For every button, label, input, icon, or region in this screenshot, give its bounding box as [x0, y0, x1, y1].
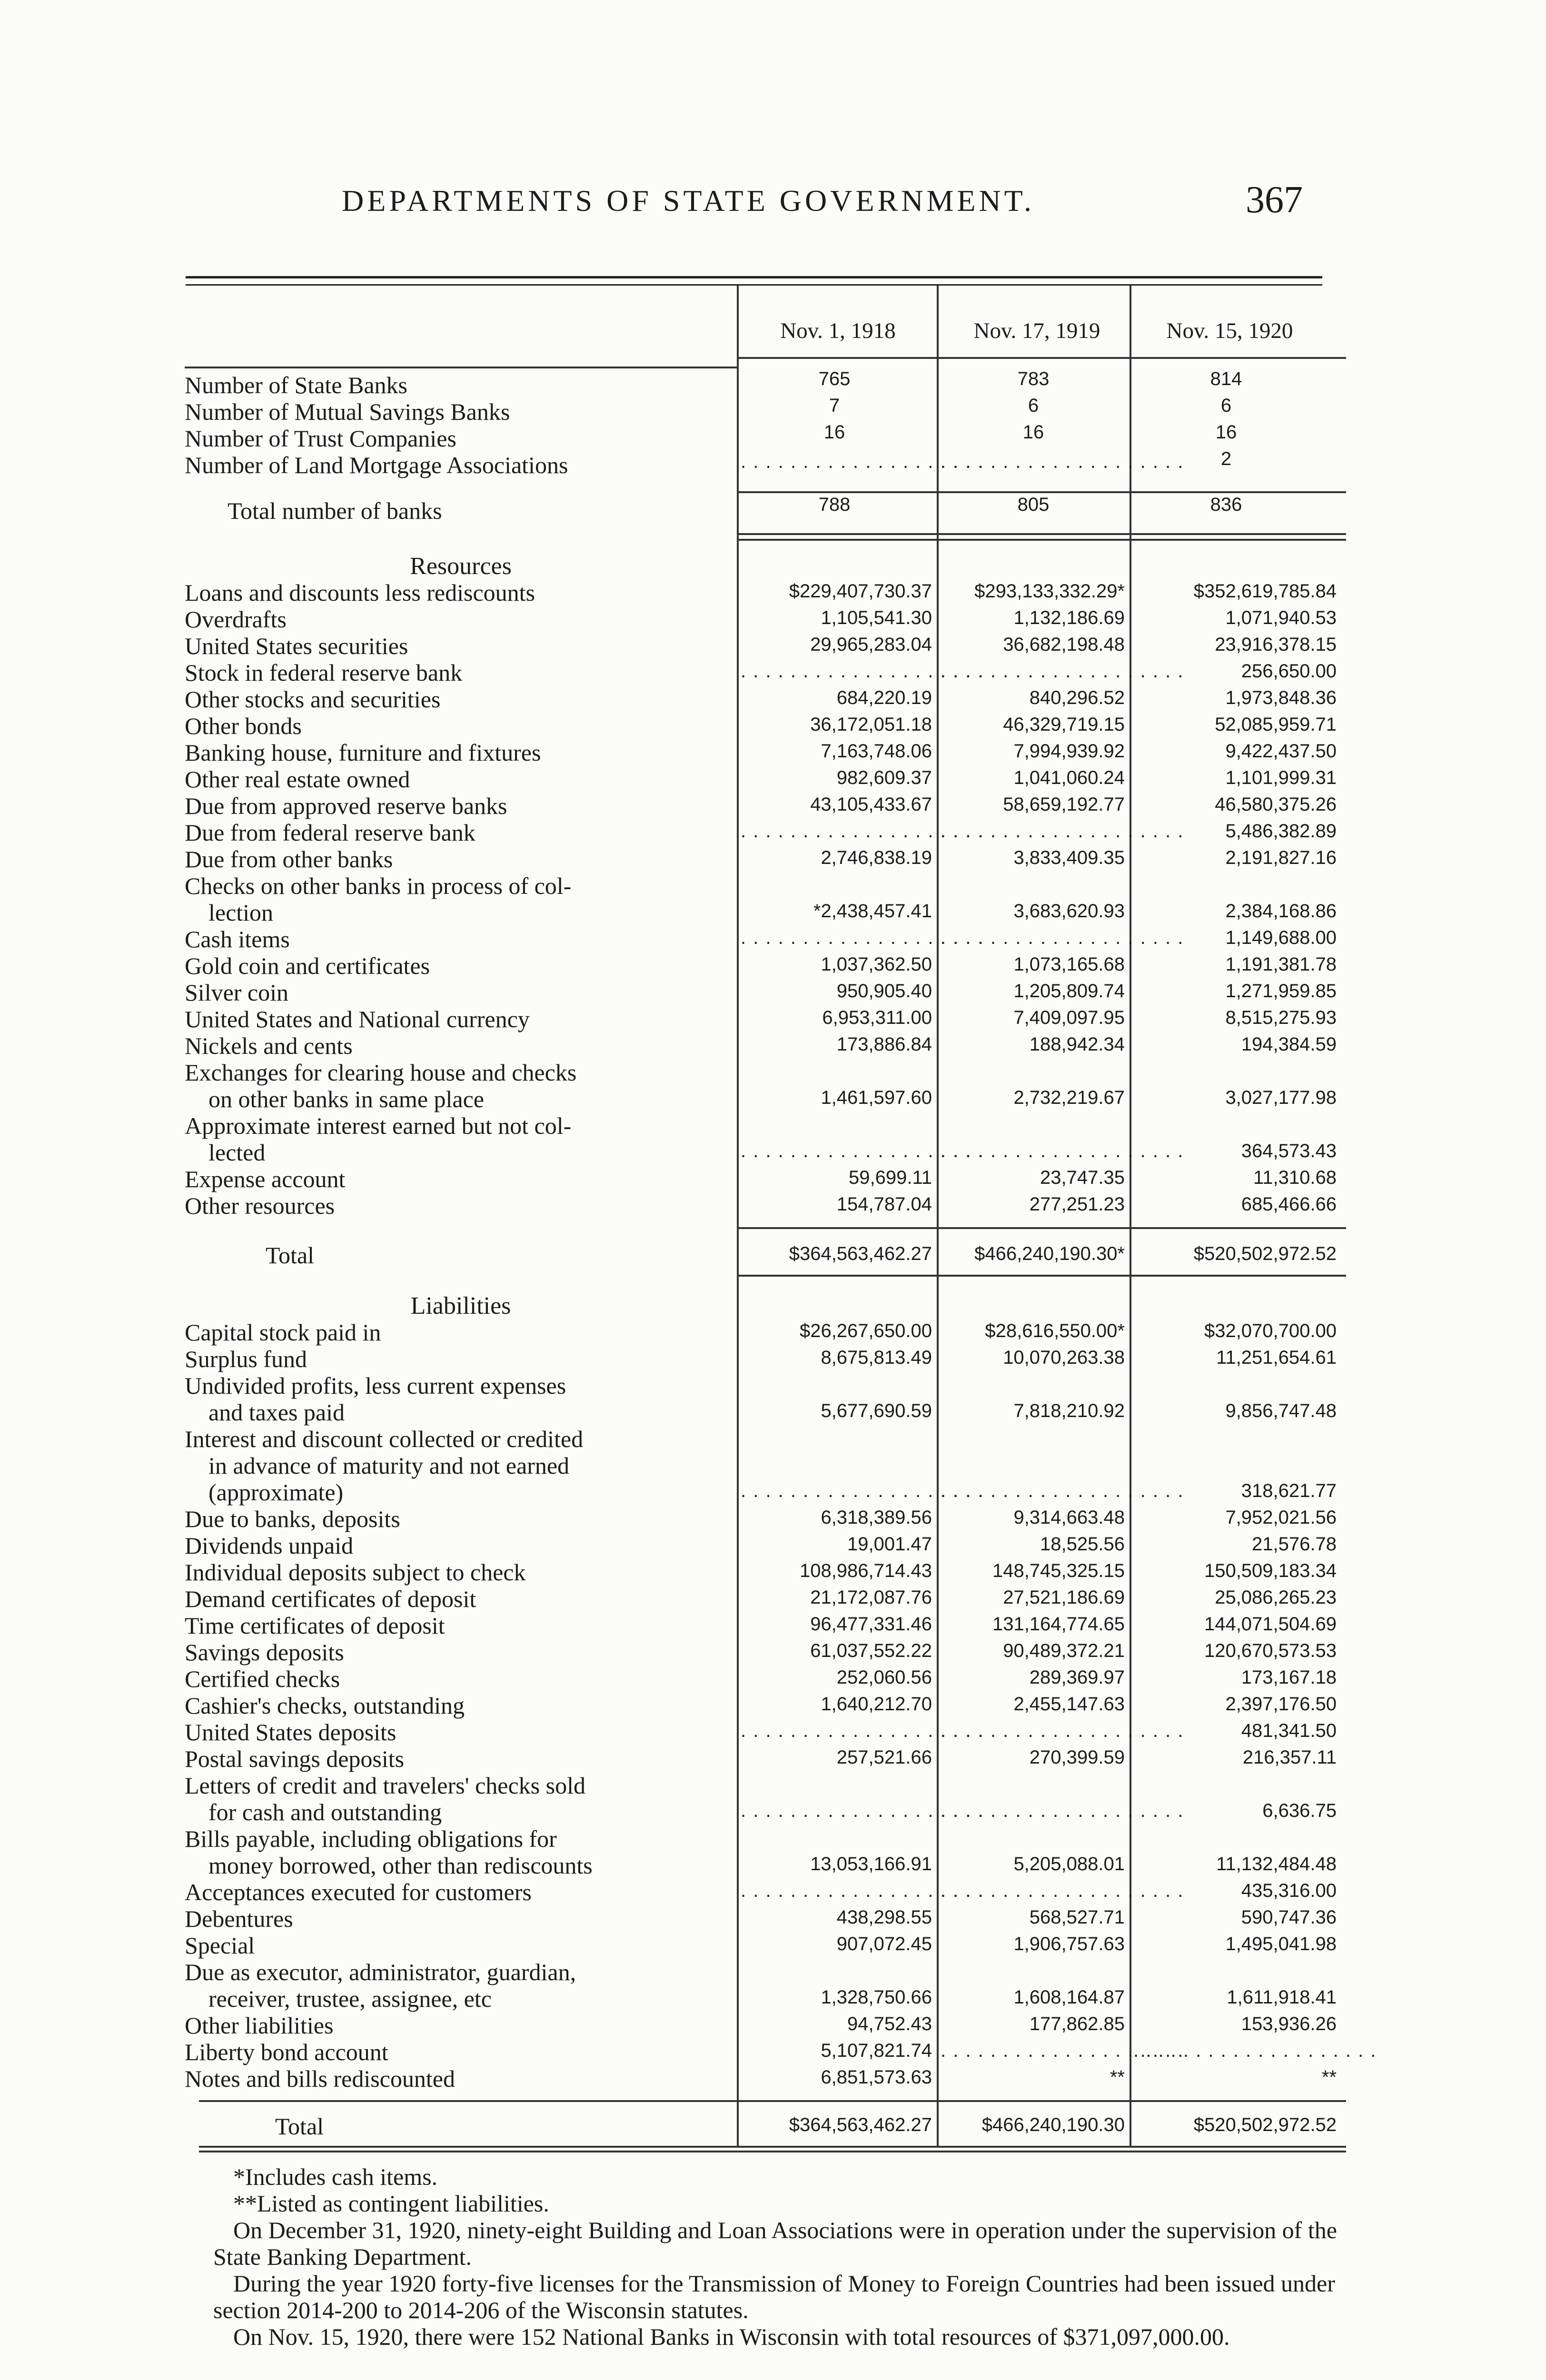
- column-header-1919: Nov. 17, 1919: [973, 318, 1100, 343]
- empty-cell-leader: . . . . . . . . . . . . . . . . . . . .: [941, 661, 1184, 682]
- value-cell: 2,384,168.86: [1225, 901, 1337, 922]
- value-cell: 270,399.59: [1029, 1747, 1125, 1768]
- row-label: Due from approved reserve banks: [185, 793, 507, 819]
- row-label: Surplus fund: [185, 1346, 307, 1372]
- row-label: receiver, trustee, assignee, etc: [208, 1985, 492, 2012]
- value-cell: 13,053,166.91: [810, 1854, 932, 1874]
- value-cell: 144,071,504.69: [1204, 1614, 1337, 1635]
- row-label: Notes and bills rediscounted: [185, 2065, 455, 2092]
- value-cell: $26,267,650.00: [799, 1320, 932, 1341]
- count-value: 6: [1220, 395, 1232, 416]
- count-value: 16: [1022, 422, 1044, 443]
- row-label: Debentures: [185, 1905, 293, 1932]
- divider: [737, 1275, 1346, 1277]
- note-transmission-licenses: During the year 1920 forty-five licenses for the Transmission of Money to Foreign Countries had been issued under section 2014-200 to 2014-206 of the Wisconsin statutes.: [213, 2270, 1335, 2323]
- value-cell: 1,073,165.68: [1013, 954, 1125, 975]
- value-cell: 21,576.78: [1252, 1534, 1337, 1555]
- divider: [737, 1227, 1346, 1229]
- value-cell: 685,466.66: [1241, 1194, 1337, 1215]
- value-cell: 11,132,484.48: [1216, 1854, 1337, 1874]
- value-cell: 1,608,164.87: [1013, 1987, 1125, 2008]
- value-cell: 1,328,750.66: [821, 1987, 932, 2008]
- count-value: 2: [1220, 448, 1232, 469]
- value-cell: 9,422,437.50: [1225, 741, 1337, 762]
- value-cell: 11,251,654.61: [1216, 1347, 1337, 1368]
- value-cell: $28,616,550.00*: [985, 1320, 1125, 1341]
- value-cell: 3,027,177.98: [1225, 1087, 1337, 1108]
- row-label: Postal savings deposits: [185, 1745, 405, 1772]
- value-cell: 6,953,311.00: [822, 1007, 932, 1028]
- value-cell: 61,037,552.22: [810, 1640, 932, 1661]
- value-cell: 10,070,263.38: [1003, 1347, 1125, 1368]
- value-cell: 7,409,097.95: [1013, 1007, 1125, 1028]
- resources-total-value: $466,240,190.30*: [974, 1243, 1125, 1264]
- liabilities-total-value: $364,563,462.27: [789, 2114, 932, 2135]
- bottom-rule: [199, 2151, 1346, 2152]
- total-banks-value: 805: [1017, 494, 1050, 515]
- value-cell: 94,752.43: [847, 2013, 932, 2034]
- value-cell: 1,906,757.63: [1013, 1934, 1125, 1954]
- value-cell: 3,683,620.93: [1013, 901, 1125, 922]
- value-cell: 58,659,192.77: [1003, 794, 1125, 815]
- value-cell: 318,621.77: [1241, 1480, 1337, 1501]
- row-label: Banking house, furniture and fixtures: [185, 739, 541, 766]
- row-label: Silver coin: [185, 979, 289, 1006]
- row-label: Demand certificates of deposit: [185, 1586, 476, 1612]
- value-cell: 131,164,774.65: [992, 1614, 1125, 1635]
- value-cell: 90,489,372.21: [1003, 1640, 1125, 1661]
- value-cell: 154,787.04: [836, 1194, 932, 1215]
- row-label: Stock in federal reserve bank: [185, 659, 463, 686]
- double-rule: [737, 539, 1346, 541]
- empty-cell-leader: . . . . . . . . . . . . . . . . . . . .: [741, 1720, 984, 1741]
- value-cell: 6,851,573.63: [821, 2067, 932, 2088]
- column-divider: [737, 286, 739, 2147]
- value-cell: 7,994,939.92: [1013, 741, 1125, 762]
- resources-total-value: $364,563,462.27: [789, 1243, 932, 1264]
- row-label: Undivided profits, less current expenses: [185, 1372, 566, 1399]
- count-row-label: Number of Mutual Savings Banks: [185, 398, 510, 425]
- empty-cell-leader: . . . . . . . . . . . . . . . . . . . .: [941, 451, 1184, 472]
- value-cell: 27,521,186.69: [1003, 1587, 1125, 1608]
- row-label: Gold coin and certificates: [185, 952, 430, 979]
- column-divider: [937, 286, 939, 2147]
- value-cell: 148,745,325.15: [992, 1560, 1125, 1581]
- row-label: Individual deposits subject to check: [185, 1559, 526, 1586]
- value-cell: 9,314,663.48: [1013, 1507, 1125, 1528]
- value-cell: 438,298.55: [836, 1907, 932, 1928]
- empty-cell-leader: . . . . . . . . . . . . . . . . . . . .: [1133, 2040, 1377, 2061]
- value-cell: 120,670,573.53: [1204, 1640, 1337, 1661]
- value-cell: 982,609.37: [836, 767, 932, 788]
- divider: [737, 491, 1346, 493]
- value-cell: 289,369.97: [1029, 1667, 1125, 1688]
- value-cell: 1,973,848.36: [1225, 687, 1337, 708]
- row-label: Certified checks: [185, 1666, 340, 1692]
- value-cell: 1,101,999.31: [1225, 767, 1337, 788]
- value-cell: 364,573.43: [1241, 1140, 1337, 1161]
- row-label: Savings deposits: [185, 1639, 344, 1666]
- row-label: Nickels and cents: [185, 1032, 353, 1059]
- row-label: Dividends unpaid: [185, 1532, 354, 1559]
- value-cell: 1,640,212.70: [821, 1694, 932, 1715]
- empty-cell-leader: . . . . . . . . . . . . . . . . . . . .: [741, 661, 984, 682]
- header-rule: [737, 357, 1346, 359]
- row-label: Approximate interest earned but not col-: [185, 1112, 572, 1139]
- empty-cell-leader: . . . . . . . . . . . . . . . . . . . .: [941, 927, 1184, 948]
- value-cell: 1,271,959.85: [1225, 981, 1337, 1002]
- value-cell: 684,220.19: [836, 687, 932, 708]
- value-cell: 19,001.47: [847, 1534, 932, 1555]
- value-cell: 21,172,087.76: [810, 1587, 932, 1608]
- row-label: Interest and discount collected or credited: [185, 1426, 584, 1452]
- count-value: 7: [829, 395, 840, 416]
- row-label: Loans and discounts less rediscounts: [185, 579, 535, 606]
- value-cell: $229,407,730.37: [789, 581, 932, 602]
- value-cell: 5,677,690.59: [821, 1400, 932, 1421]
- count-value: 6: [1028, 395, 1039, 416]
- value-cell: 46,329,719.15: [1003, 714, 1125, 735]
- row-label: Time certificates of deposit: [185, 1612, 445, 1639]
- value-cell: $352,619,785.84: [1193, 581, 1337, 602]
- liabilities-heading: Liabilities: [410, 1292, 511, 1319]
- value-cell: 2,191,827.16: [1225, 847, 1337, 868]
- value-cell: 1,132,186.69: [1013, 607, 1125, 628]
- value-cell: 2,732,219.67: [1013, 1087, 1125, 1108]
- value-cell: 18,525.56: [1040, 1534, 1125, 1555]
- top-rule: [186, 276, 1322, 278]
- value-cell: 46,580,375.26: [1215, 794, 1337, 815]
- row-label: and taxes paid: [208, 1399, 345, 1426]
- value-cell: 194,384.59: [1241, 1034, 1337, 1055]
- value-cell: 907,072.45: [836, 1934, 932, 1954]
- value-cell: 3,833,409.35: [1013, 847, 1125, 868]
- value-cell: 1,041,060.24: [1013, 767, 1125, 788]
- row-label: United States and National currency: [185, 1006, 530, 1032]
- row-label: Other stocks and securities: [185, 686, 441, 713]
- empty-cell-leader: . . . . . . . . . . . . . . . . . . . .: [941, 1880, 1184, 1901]
- value-cell: *2,438,457.41: [813, 901, 932, 922]
- value-cell: 108,986,714.43: [799, 1560, 932, 1581]
- column-header-1920: Nov. 15, 1920: [1166, 318, 1293, 343]
- value-cell: 173,167.18: [1241, 1667, 1337, 1688]
- value-cell: 5,107,821.74: [821, 2040, 932, 2061]
- value-cell: 11,310.68: [1253, 1167, 1337, 1188]
- count-value: 16: [1215, 422, 1237, 443]
- row-label: Cash items: [185, 926, 290, 952]
- value-cell: 1,461,597.60: [821, 1087, 932, 1108]
- value-cell: 5,486,382.89: [1225, 821, 1337, 842]
- value-cell: **: [1321, 2067, 1337, 2088]
- empty-cell-leader: . . . . . . . . . . . . . . . . . . . .: [741, 1800, 984, 1821]
- value-cell: 2,455,147.63: [1013, 1694, 1125, 1715]
- total-banks-value: 836: [1210, 494, 1242, 515]
- value-cell: 153,936.26: [1241, 2013, 1337, 2034]
- note-building-loan: On December 31, 1920, ninety-eight Building and Loan Associations were in operation under the supervision of the State Banking Department.: [213, 2217, 1337, 2270]
- resources-heading: Resources: [410, 553, 512, 580]
- value-cell: 7,952,021.56: [1225, 1507, 1337, 1528]
- row-label: (approximate): [208, 1479, 344, 1506]
- liabilities-total-value: $520,502,972.52: [1193, 2114, 1337, 2135]
- value-cell: 8,515,275.93: [1225, 1007, 1337, 1028]
- row-label: Other bonds: [185, 713, 302, 739]
- value-cell: 150,509,183.34: [1204, 1560, 1337, 1581]
- value-cell: 36,682,198.48: [1003, 634, 1125, 655]
- row-label: lected: [208, 1139, 266, 1166]
- value-cell: 257,521.66: [836, 1747, 932, 1768]
- total-banks-label: Total number of banks: [228, 497, 442, 524]
- value-cell: 36,172,051.18: [810, 714, 932, 735]
- count-row-label: Number of Land Mortgage Associations: [185, 452, 568, 478]
- row-label: Other resources: [185, 1192, 335, 1219]
- value-cell: 2,746,838.19: [821, 847, 932, 868]
- column-divider: [1130, 286, 1131, 2147]
- row-label: for cash and outstanding: [208, 1799, 442, 1825]
- value-cell: 435,316.00: [1241, 1880, 1337, 1901]
- row-label: Due as executor, administrator, guardian,: [185, 1959, 576, 1985]
- row-label: lection: [208, 899, 274, 926]
- row-label: Due to banks, deposits: [185, 1506, 400, 1532]
- row-label: United States securities: [185, 633, 408, 659]
- value-cell: 252,060.56: [836, 1667, 932, 1688]
- value-cell: 840,296.52: [1029, 687, 1125, 708]
- empty-cell-leader: . . . . . . . . . . . . . . . . . . . .: [941, 1720, 1184, 1741]
- value-cell: 216,357.11: [1242, 1747, 1337, 1768]
- empty-cell-leader: . . . . . . . . . . . . . . . . . . . .: [941, 1140, 1184, 1161]
- value-cell: 6,636.75: [1262, 1800, 1337, 1821]
- row-label: Bills payable, including obligations for: [185, 1825, 557, 1852]
- row-label: Special: [185, 1932, 255, 1959]
- empty-cell-leader: . . . . . . . . . . . . . . . . . . . .: [941, 1800, 1184, 1821]
- value-cell: 6,318,389.56: [821, 1507, 932, 1528]
- count-row-label: Number of Trust Companies: [185, 425, 456, 452]
- value-cell: 950,905.40: [836, 981, 932, 1002]
- liabilities-total-label: Total: [275, 2113, 324, 2140]
- value-cell: 1,495,041.98: [1225, 1934, 1337, 1954]
- value-cell: 52,085,959.71: [1215, 714, 1337, 735]
- value-cell: 7,163,748.06: [821, 741, 932, 762]
- row-label: Other real estate owned: [185, 766, 410, 793]
- row-label: Expense account: [185, 1166, 346, 1192]
- value-cell: 43,105,433.67: [810, 794, 932, 815]
- value-cell: 23,916,378.15: [1215, 634, 1337, 655]
- value-cell: 1,071,940.53: [1225, 607, 1337, 628]
- empty-cell-leader: . . . . . . . . . . . . . . . . . . . .: [741, 451, 984, 472]
- row-label: Due from other banks: [185, 846, 393, 873]
- count-value: 814: [1210, 368, 1242, 389]
- value-cell: 1,037,362.50: [821, 954, 932, 975]
- note-national-banks: On Nov. 15, 1920, there were 152 National Banks in Wisconsin with total resources of $371,097,000.00.: [233, 2323, 1230, 2350]
- row-label: United States deposits: [185, 1719, 396, 1745]
- value-cell: 8,675,813.49: [821, 1347, 932, 1368]
- row-label: Due from federal reserve bank: [185, 819, 476, 846]
- value-cell: 177,862.85: [1029, 2013, 1125, 2034]
- value-cell: 59,699.11: [849, 1167, 932, 1188]
- value-cell: 23,747.35: [1040, 1167, 1125, 1188]
- double-rule: [737, 533, 1346, 535]
- value-cell: 29,965,283.04: [810, 634, 932, 655]
- row-label: Other liabilities: [185, 2012, 334, 2039]
- value-cell: 1,105,541.30: [821, 607, 932, 628]
- value-cell: 25,086,265.23: [1215, 1587, 1337, 1608]
- value-cell: 9,856,747.48: [1225, 1400, 1337, 1421]
- value-cell: 173,886.84: [836, 1034, 932, 1055]
- count-value: 16: [823, 422, 845, 443]
- value-cell: 7,818,210.92: [1013, 1400, 1125, 1421]
- empty-cell-leader: . . . . . . . . . . . . . . . . . . . .: [741, 1140, 984, 1161]
- empty-cell-leader: . . . . . . . . . . . . . . . . . . . .: [941, 1480, 1184, 1501]
- page-number: 367: [1246, 179, 1303, 221]
- footnote-contingent: **Listed as contingent liabilities.: [233, 2190, 549, 2217]
- value-cell: 277,251.23: [1029, 1194, 1125, 1215]
- running-head: DEPARTMENTS OF STATE GOVERNMENT.: [342, 184, 1035, 218]
- resources-total-value: $520,502,972.52: [1193, 1243, 1337, 1264]
- divider: [199, 2100, 1346, 2102]
- value-cell: 590,747.36: [1241, 1907, 1337, 1928]
- value-cell: **: [1110, 2067, 1125, 2088]
- value-cell: 568,527.71: [1029, 1907, 1125, 1928]
- footnotes: [213, 2163, 1356, 2350]
- empty-cell-leader: . . . . . . . . . . . . . . . . . . . .: [741, 1880, 984, 1901]
- empty-cell-leader: . . . . . . . . . . . . . . . . . . . .: [941, 821, 1184, 842]
- value-cell: $32,070,700.00: [1204, 1320, 1337, 1341]
- empty-cell-leader: . . . . . . . . . . . . . . . . . . . .: [741, 1480, 984, 1501]
- row-label: Cashier's checks, outstanding: [185, 1692, 465, 1719]
- divider: [185, 367, 737, 368]
- value-cell: 1,191,381.78: [1225, 954, 1337, 975]
- row-label: in advance of maturity and not earned: [208, 1452, 570, 1479]
- value-cell: 188,942.34: [1029, 1034, 1125, 1055]
- column-header-1918: Nov. 1, 1918: [780, 318, 896, 343]
- bank-statistics-table: [185, 286, 1377, 2144]
- resources-total-label: Total: [266, 1242, 315, 1269]
- value-cell: 1,205,809.74: [1013, 981, 1125, 1002]
- value-cell: 256,650.00: [1241, 661, 1337, 682]
- row-label: Exchanges for clearing house and checks: [185, 1059, 577, 1086]
- footnote-cash-items: *Includes cash items.: [233, 2163, 438, 2190]
- row-label: Checks on other banks in process of col-: [185, 873, 572, 899]
- empty-cell-leader: . . . . . . . . . . . . . . . . . . . .: [941, 2040, 1184, 2061]
- empty-cell-leader: . . . . . . . . . . . . . . . . . . . .: [741, 821, 984, 842]
- row-label: Acceptances executed for customers: [185, 1879, 532, 1905]
- value-cell: 5,205,088.01: [1013, 1854, 1125, 1874]
- row-label: Capital stock paid in: [185, 1319, 381, 1346]
- row-label: Letters of credit and travelers' checks sold: [185, 1772, 585, 1799]
- count-value: 783: [1017, 368, 1050, 389]
- value-cell: 481,341.50: [1241, 1720, 1337, 1741]
- count-value: 765: [818, 368, 851, 389]
- row-label: Liberty bond account: [185, 2039, 388, 2065]
- value-cell: 1,611,918.41: [1227, 1987, 1337, 2008]
- liabilities-total-value: $466,240,190.30: [981, 2114, 1125, 2135]
- row-label: Overdrafts: [185, 606, 287, 633]
- row-label: money borrowed, other than rediscounts: [208, 1852, 593, 1879]
- value-cell: 2,397,176.50: [1225, 1694, 1337, 1715]
- value-cell: 1,149,688.00: [1225, 927, 1337, 948]
- count-row-label: Number of State Banks: [185, 372, 407, 398]
- value-cell: 96,477,331.46: [810, 1614, 932, 1635]
- total-banks-value: 788: [818, 494, 851, 515]
- bottom-rule: [199, 2146, 1346, 2148]
- value-cell: $293,133,332.29*: [974, 581, 1125, 602]
- row-label: on other banks in same place: [208, 1086, 484, 1112]
- empty-cell-leader: . . . . . . . . . . . . . . . . . . . .: [741, 927, 984, 948]
